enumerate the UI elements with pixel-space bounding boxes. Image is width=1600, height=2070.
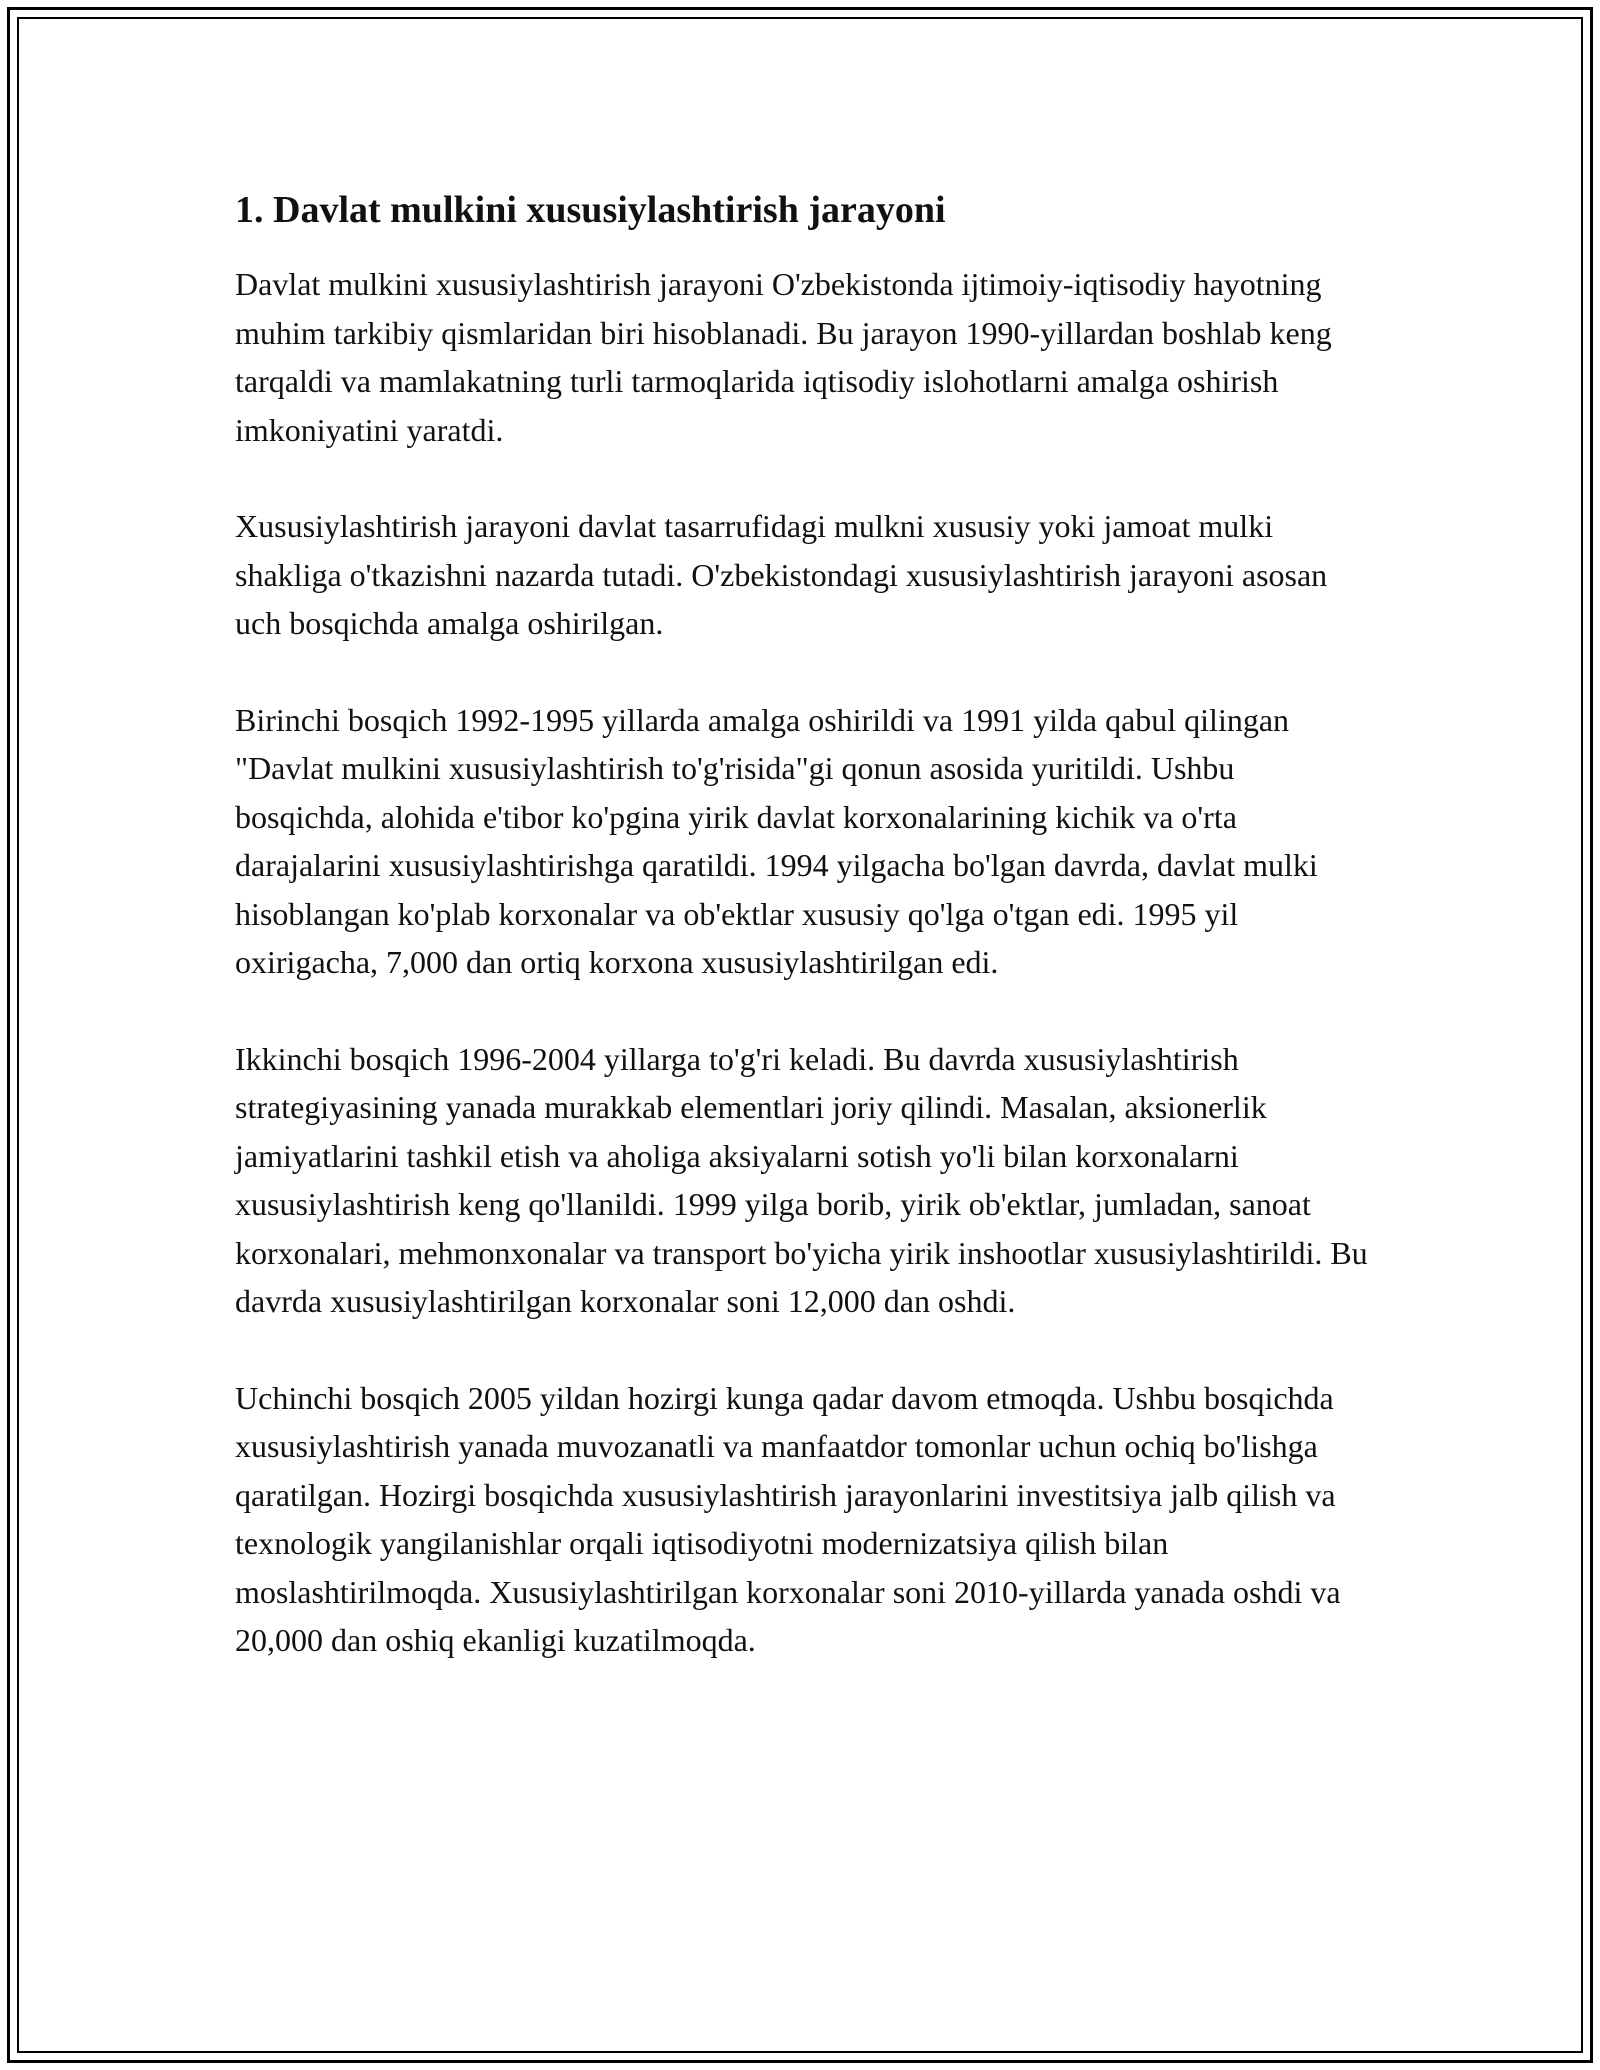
paragraph-stage-one: Birinchi bosqich 1992-1995 yillarda amalga oshirildi va 1991 yilda qabul qilingan "Davlat mulkini xususiylashtirish to'g'risida"gi qonun asosida yuritildi. Ushbu bosqichda, alohida e'tibor ko'pgina yirik davlat korxonalarining kichik va o'rta darajalarini xususiylashtirishga qaratildi. 1994 yilgacha bo'lgan davrda, davlat mulki hisoblangan ko'plab korxonalar va ob'ektlar xususiy qo'lga o'tgan edi. 1995 yil oxirigacha, 7,000 dan ortiq korxona xususiylashtirilgan edi. [235,701,1318,980]
section-heading: 1. Davlat mulkini xususiylashtirish jarayoni [235,189,946,231]
paragraph-definition: Xususiylashtirish jarayoni davlat tasarrufidagi mulkni xususiy yoki jamoat mulki shakliga o'tkazishni nazarda tutadi. O'zbekistondagi xususiylashtirish jarayoni asosan uch bosqichda amalga oshirilgan. [235,508,1328,641]
paragraph-intro: Davlat mulkini xususiylashtirish jarayoni O'zbekistonda ijtimoiy-iqtisodiy hayotning muhim tarkibiy qismlaridan biri hisoblanadi. Bu jarayon 1990-yillardan boshlab keng tarqaldi va mamlakatning turli tarmoqlarida iqtisodiy islohotlarni amalga oshirish imkoniyatini yaratdi. [235,266,1332,448]
document-body [235,186,1375,1713]
paragraph-stage-two: Ikkinchi bosqich 1996-2004 yillarga to'g'ri keladi. Bu davrda xususiylashtirish strategiyasining yanada murakkab elementlari joriy qilindi. Masalan, aksionerlik jamiyatlarini tashkil etish va aholiga aksiyalarni sotish yo'li bilan korxonalarni xususiylashtirish keng qo'llanildi. 1999 yilga borib, yirik ob'ektlar, jumladan, sanoat korxonalari, mehmonxonalar va transport bo'yicha yirik inshootlar xususiylashtirildi. Bu davrda xususiylashtirilgan korxonalar soni 12,000 dan oshdi. [235,1040,1368,1319]
paragraph-stage-three: Uchinchi bosqich 2005 yildan hozirgi kunga qadar davom etmoqda. Ushbu bosqichda xususiylashtirish yanada muvozanatli va manfaatdor tomonlar uchun ochiq bo'lishga qaratilgan. Hozirgi bosqichda xususiylashtirish jarayonlarini investitsiya jalb qilish va texnologik yangilanishlar orqali iqtisodiyotni modernizatsiya qilish bilan moslashtirilmoqda. Xususiylashtirilgan korxonalar soni 2010-yillarda yanada oshdi va 20,000 dan oshiq ekanligi kuzatilmoqda. [235,1379,1341,1658]
